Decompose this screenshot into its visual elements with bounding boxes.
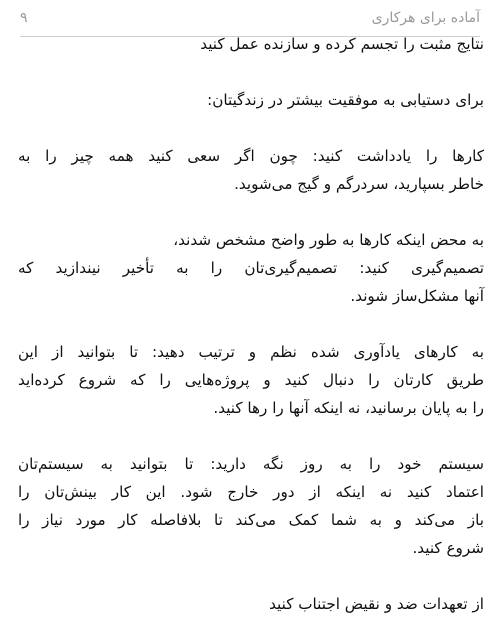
body-line: طریق کارتان را دنبال کنید و پروژه‌هایی را که شروع کرده‌اید	[18, 371, 484, 389]
body-line: از تعهدات ضد و نقیض اجتناب کنید	[269, 595, 484, 613]
body-line: آنها مشکل‌ساز شوند.	[350, 287, 484, 305]
paragraph-gap	[18, 198, 484, 226]
paragraph-gap	[18, 114, 484, 142]
paragraph-gap	[18, 310, 484, 338]
paragraph-gap	[18, 58, 484, 86]
body-line: شروع کنید.	[412, 539, 484, 557]
running-title: آماده برای هرکاری	[371, 10, 480, 26]
body-line: به کارهای یادآوری شده نظم و ترتیب دهید: تا بتوانید از این	[18, 343, 484, 361]
body-line: خاطر بسپارید، سردرگم و گیج می‌شوید.	[234, 175, 484, 193]
page-number: ۹	[20, 10, 28, 26]
body-line: تصمیم‌گیری کنید: تصمیم‌گیری‌تان را به تأخیر نیندازید که	[18, 259, 484, 277]
paragraph-gap	[18, 562, 484, 590]
body-line: باز می‌کند و به شما کمک می‌کند تا بلافاصله کار مورد نیاز را	[18, 511, 484, 529]
body-line: نتایج مثبت را تجسم کرده و سازنده عمل کنید	[200, 35, 484, 53]
body-line: اعتماد کنید نه اینکه از دور خارج شود. این کار بینش‌تان را	[18, 483, 484, 501]
body-line: کارها را یادداشت کنید: چون اگر سعی کنید همه چیز را به	[18, 147, 484, 165]
page-body	[18, 30, 484, 618]
body-line: سیستم خود را به روز نگه دارید: تا بتوانید به سیستم‌تان	[18, 455, 484, 473]
body-line: برای دستیابی به موفقیت بیشتر در زندگیتان:	[207, 91, 484, 109]
paragraph-gap	[18, 422, 484, 450]
body-line: به محض اینکه کارها به طور واضح مشخص شدند،	[173, 231, 484, 249]
body-line: را به پایان برسانید، نه اینکه آنها را رها کنید.	[213, 399, 484, 417]
